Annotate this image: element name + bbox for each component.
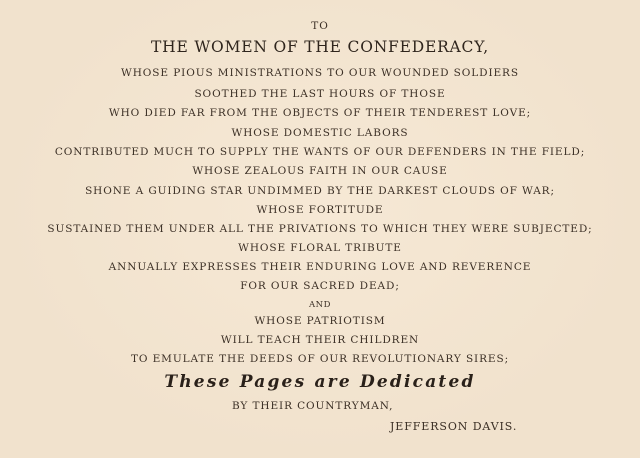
dedication-line: WHOSE FLORAL TRIBUTE	[238, 242, 402, 254]
by-their-countryman: BY THEIR COUNTRYMAN,	[232, 400, 394, 412]
dedication-line: WHOSE PIOUS MINISTRATIONS TO OUR WOUNDED SOLDIERS	[121, 67, 519, 79]
dedication-line: TO EMULATE THE DEEDS OF OUR REVOLUTIONARY SIRES;	[130, 353, 510, 365]
dedication-line: SHONE A GUIDING STAR UNDIMMED BY THE DARKEST CLOUDS OF WAR;	[85, 185, 555, 197]
signature-jefferson-davis: JEFFERSON DAVIS.	[390, 420, 518, 433]
dedication-line: WHO DIED FAR FROM THE OBJECTS OF THEIR TENDEREST LOVE;	[108, 107, 532, 119]
dedication-line-and: AND	[309, 300, 331, 310]
dedication-line: WHOSE DOMESTIC LABORS	[231, 127, 409, 139]
dedicated-blackletter: These Pages are Dedicated	[164, 372, 476, 392]
dedication-line: WILL TEACH THEIR CHILDREN	[220, 334, 420, 346]
dedication-line: WHOSE PATRIOTISM	[254, 315, 386, 327]
dedication-line: FOR OUR SACRED DEAD;	[240, 280, 400, 292]
dedication-line: WHOSE ZEALOUS FAITH IN OUR CAUSE	[192, 165, 448, 177]
dedication-line: ANNUALLY EXPRESSES THEIR ENDURING LOVE AND REVERENCE	[108, 261, 532, 273]
dedication-line: SUSTAINED THEM UNDER ALL THE PRIVATIONS TO WHICH THEY WERE SUBJECTED;	[47, 223, 593, 235]
dedication-line: CONTRIBUTED MUCH TO SUPPLY THE WANTS OF OUR DEFENDERS IN THE FIELD;	[54, 146, 586, 158]
dedication-title: THE WOMEN OF THE CONFEDERACY,	[151, 38, 489, 56]
dedication-line: WHOSE FORTITUDE	[256, 204, 384, 216]
dedication-to: TO	[311, 20, 329, 32]
dedication-line: SOOTHED THE LAST HOURS OF THOSE	[194, 88, 446, 100]
